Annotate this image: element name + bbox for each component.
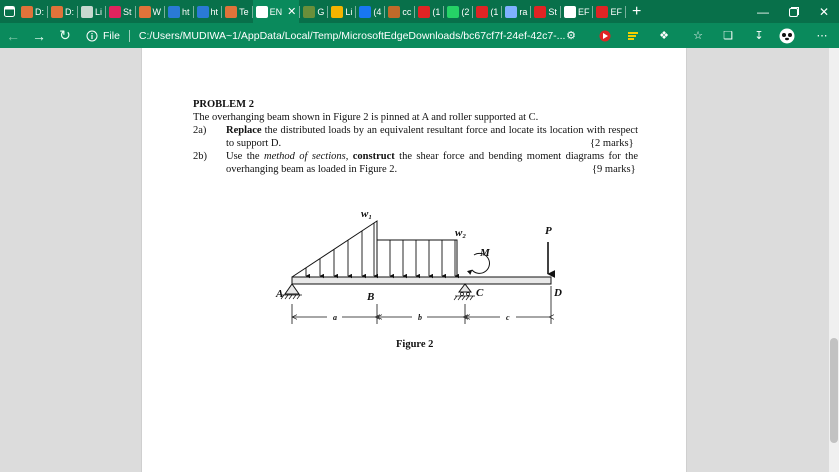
scrollbar-thumb[interactable] — [830, 338, 838, 443]
problem-title: PROBLEM 2 — [193, 99, 254, 110]
dim-a: a — [333, 313, 337, 322]
tab-label: (4 — [373, 6, 382, 17]
tab-label: D: — [35, 6, 44, 17]
tab-label: Te — [239, 6, 249, 17]
q2a-text — [226, 124, 638, 150]
browser-tab[interactable] — [502, 0, 530, 23]
browser-tab[interactable] — [253, 0, 300, 23]
profile-button[interactable] — [776, 23, 798, 48]
tab-label: D: — [65, 6, 74, 17]
tab-label: EN — [269, 6, 283, 17]
q2a-marks: {2 marks} — [590, 138, 634, 149]
browser-tab[interactable] — [106, 0, 135, 23]
ground-hatch-a — [281, 295, 302, 299]
tab-favicon-icon — [534, 6, 546, 18]
browser-tab[interactable] — [48, 0, 77, 23]
tab-favicon-icon — [388, 6, 400, 18]
tab-favicon-icon — [596, 6, 608, 18]
tab-favicon-icon — [139, 6, 151, 18]
label-a: A — [276, 288, 284, 300]
q2b-italic: method of sections — [263, 151, 346, 162]
tab-label: (1 — [490, 6, 499, 17]
roller-support-c — [459, 284, 471, 292]
roller-wheel — [467, 293, 470, 296]
ground-hatch-c — [454, 296, 475, 300]
tab-label: ht — [210, 6, 219, 17]
extension-bars-button[interactable] — [622, 23, 644, 48]
tab-label: G — [317, 6, 325, 17]
puzzle-icon: ❖ — [659, 30, 669, 42]
tab-favicon-icon — [109, 6, 121, 18]
browser-tab[interactable] — [561, 0, 593, 23]
refresh-button[interactable] — [52, 23, 78, 48]
q2b-pre: Use the — [226, 151, 264, 162]
more-icon: ⋯ — [816, 30, 828, 42]
tab-label: (2 — [461, 6, 470, 17]
q2b-text — [226, 150, 638, 176]
problem-intro: The overhanging beam shown in Figure 2 is pinned at A and roller supported at C. — [193, 112, 539, 123]
tab-label: St — [123, 6, 132, 17]
q2b-comma: , — [345, 151, 353, 162]
label-b: B — [367, 291, 375, 303]
uniform-load-arrows — [390, 240, 455, 276]
scheme-label: File — [103, 29, 120, 42]
tab-label: ra — [519, 6, 528, 17]
browser-tab[interactable] — [356, 0, 384, 23]
browser-tab[interactable] — [593, 0, 625, 23]
star-icon: ☆ — [693, 30, 703, 42]
beam — [292, 277, 551, 284]
tab-favicon-icon — [505, 6, 517, 18]
refresh-icon: ↻ — [59, 27, 71, 43]
tab-favicon-icon — [81, 6, 93, 18]
triangular-load-arrows — [306, 223, 374, 276]
tab-favicon-icon — [418, 6, 430, 18]
forward-button[interactable] — [26, 23, 52, 48]
tab-favicon-icon — [331, 6, 343, 18]
extension-red-icon — [599, 30, 611, 42]
tab-favicon-icon — [476, 6, 488, 18]
favorites-button[interactable] — [687, 23, 709, 48]
tab-favicon-icon — [21, 6, 33, 18]
avatar — [779, 28, 795, 44]
tab-favicon-icon — [447, 6, 459, 18]
tab-label: St — [548, 6, 557, 17]
dim-b: b — [418, 313, 422, 322]
q2a-number: 2a) — [193, 125, 207, 136]
extension-bars-icon — [627, 30, 639, 42]
window-menu-icon[interactable] — [0, 0, 18, 23]
collections-icon: ❏ — [723, 30, 733, 42]
beam-figure — [262, 200, 572, 350]
settings-more-button[interactable] — [811, 23, 833, 48]
vertical-scrollbar[interactable] — [829, 48, 839, 472]
q2b-marks: {9 marks} — [592, 164, 636, 175]
tab-favicon-icon — [303, 6, 315, 18]
tab-favicon-icon — [564, 6, 576, 18]
tab-strip — [0, 0, 839, 23]
figure-caption: Figure 2 — [396, 339, 434, 350]
tab-favicon-icon — [197, 6, 209, 18]
browser-tab[interactable] — [194, 0, 222, 23]
pdf-viewer[interactable] — [0, 48, 839, 472]
browser-tab[interactable] — [415, 0, 443, 23]
label-p: P — [545, 225, 552, 237]
tab-label: cc — [402, 6, 412, 17]
speaker-icon: ⚙ — [566, 30, 576, 42]
read-aloud-button[interactable] — [560, 23, 582, 48]
browser-tab[interactable] — [300, 0, 327, 23]
new-tab-button[interactable]: + — [631, 2, 642, 20]
address-divider — [129, 30, 130, 42]
browser-tab[interactable] — [328, 0, 355, 23]
pin-support-a — [285, 284, 299, 294]
tab-label: W — [152, 6, 162, 17]
tab-favicon-icon — [168, 6, 180, 18]
browser-tab[interactable] — [222, 0, 252, 23]
label-c: C — [476, 287, 484, 299]
tab-label: (1 — [432, 6, 441, 17]
label-d: D — [554, 287, 562, 299]
label-m: M — [480, 247, 490, 259]
q2b-bold: construct — [352, 151, 395, 162]
dim-c: c — [506, 313, 510, 322]
triangular-load — [292, 221, 377, 277]
browser-tab[interactable] — [473, 0, 501, 23]
q2b-number: 2b) — [193, 151, 207, 162]
extension-red-button[interactable] — [594, 23, 616, 48]
tab-label: Li — [345, 6, 353, 17]
tab-label: EF — [610, 6, 622, 17]
back-button[interactable] — [0, 23, 26, 48]
url-text[interactable]: C:/Users/MUDIWA~1/AppData/Local/Temp/MicrosoftEdgeDownloads/bc67cf7f-24ef-42c7-... — [138, 29, 566, 42]
close-tab-icon[interactable]: ✕ — [287, 6, 297, 18]
tab-label: EF — [577, 6, 590, 17]
q2a-body: the distributed loads by an equivalent resultant force and locate its location with respect to support D. — [226, 125, 638, 149]
browser-tab[interactable] — [165, 0, 193, 23]
downloads-button[interactable] — [748, 23, 770, 48]
browser-tab[interactable] — [78, 0, 105, 23]
download-icon: ↧ — [754, 30, 764, 42]
roller-wheel — [461, 293, 464, 296]
restore-button[interactable] — [779, 0, 809, 23]
label-w2: w₂ — [455, 227, 467, 239]
close-window-button[interactable]: ✕ — [818, 4, 830, 19]
back-arrow-icon: ← — [6, 27, 20, 44]
collections-button[interactable] — [717, 23, 739, 48]
address-bar-row — [0, 23, 839, 48]
browser-tab[interactable] — [18, 0, 47, 23]
forward-arrow-icon: → — [32, 27, 46, 44]
tab-favicon-icon — [51, 6, 63, 18]
browser-tab[interactable] — [136, 0, 165, 23]
tab-label: ht — [182, 6, 190, 17]
browser-tab[interactable] — [385, 0, 414, 23]
tab-label: Li — [95, 6, 103, 17]
label-w1: w₁ — [361, 208, 373, 220]
tab-favicon-icon — [256, 6, 268, 18]
browser-tab[interactable] — [444, 0, 472, 23]
restore-icon — [789, 7, 799, 17]
tab-favicon-icon — [225, 6, 237, 18]
address-field[interactable] — [86, 25, 566, 46]
browser-tab[interactable] — [531, 0, 560, 23]
minimize-button[interactable]: — — [757, 4, 769, 19]
uniform-load — [377, 240, 457, 277]
q2b-body: the shear force and bending moment diagrams for the overhanging beam as loaded in Figure 2. — [226, 151, 638, 175]
extensions-button[interactable] — [653, 23, 675, 48]
q2a-bold: Replace — [226, 125, 262, 136]
info-icon — [86, 30, 98, 42]
pdf-page — [141, 48, 687, 472]
tab-favicon-icon — [359, 6, 371, 18]
